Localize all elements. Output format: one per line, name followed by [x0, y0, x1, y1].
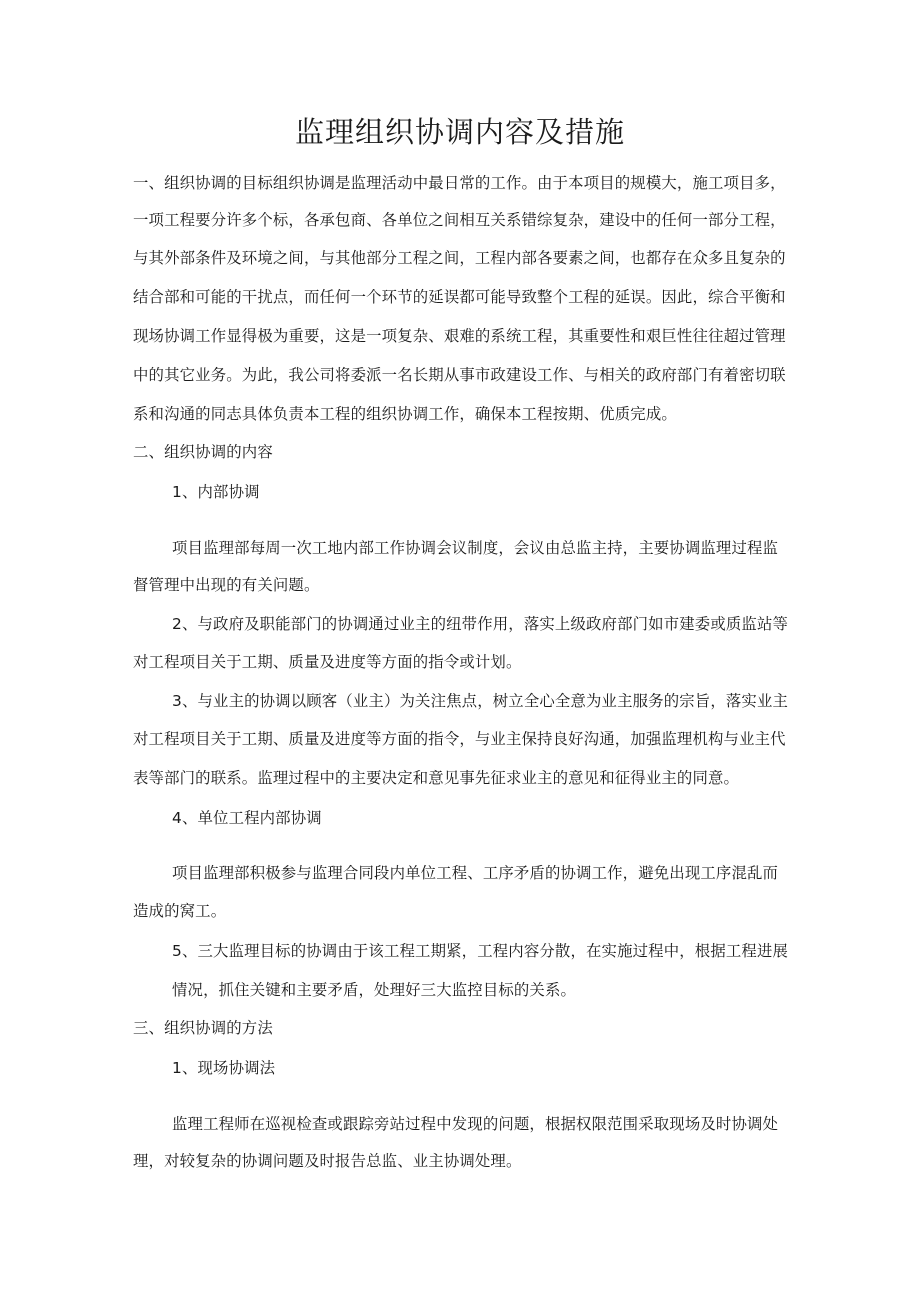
paragraph-1-line-4: 结合部和可能的干扰点，而任何一个环节的延误都可能导致整个工程的延误。因此，综合平衡和 — [133, 288, 786, 306]
section-heading-content: 二、组织协调的内容 — [133, 443, 273, 461]
paragraph-unit-line-1: 项目监理部积极参与监理合同段内单位工程、工序矛盾的协调工作，避免出现工序混乱而 — [172, 864, 779, 882]
paragraph-1-line-2: 一项工程要分许多个标，各承包商、各单位之间相互关系错综复杂，建设中的任何一部分工程， — [133, 211, 786, 229]
paragraph-internal-line-2: 督管理中出现的有关问题。 — [133, 576, 320, 594]
paragraph-internal-line-1: 项目监理部每周一次工地内部工作协调会议制度，会议由总监主持，主要协调监理过程监 — [172, 539, 779, 557]
subheading-onsite-coordination: 1、现场协调法 — [172, 1059, 276, 1077]
section-heading-methods: 三、组织协调的方法 — [133, 1019, 273, 1037]
paragraph-1-line-7: 系和沟通的同志具体负责本工程的组织协调工作，确保本工程按期、优质完成。 — [133, 405, 677, 423]
paragraph-1-line-6: 中的其它业务。为此，我公司将委派一名长期从事市政建设工作、与相关的政府部门有着密切联 — [133, 366, 786, 384]
subheading-unit-coordination: 4、单位工程内部协调 — [172, 809, 322, 827]
paragraph-owner-line-2: 对工程项目关于工期、质量及进度等方面的指令，与业主保持良好沟通，加强监理机构与业主代 — [133, 730, 786, 748]
paragraph-1-line-1: 一、组织协调的目标组织协调是监理活动中最日常的工作。由于本项目的规模大，施工项目多， — [133, 174, 786, 192]
paragraph-onsite-line-1: 监理工程师在巡视检查或跟踪旁站过程中发现的问题，根据权限范围采取现场及时协调处 — [172, 1115, 779, 1133]
paragraph-unit-line-2: 造成的窝工。 — [133, 902, 227, 920]
paragraph-1-line-5: 现场协调工作显得极为重要，这是一项复杂、艰难的系统工程，其重要性和艰巨性往往超过管理 — [133, 327, 786, 345]
paragraph-government-line-1: 2、与政府及职能部门的协调通过业主的纽带作用，落实上级政府部门如市建委或质监站等 — [172, 615, 789, 633]
subheading-internal-coordination: 1、内部协调 — [172, 483, 260, 501]
paragraph-three-targets-line-2: 情况，抓住关键和主要矛盾，处理好三大监控目标的关系。 — [172, 981, 577, 999]
document-title: 监理组织协调内容及措施 — [294, 115, 625, 149]
paragraph-1-line-3: 与其外部条件及环境之间，与其他部分工程之间，工程内部各要素之间，也都存在众多且复杂的 — [133, 249, 786, 267]
paragraph-owner-line-1: 3、与业主的协调以顾客（业主）为关注焦点，树立全心全意为业主服务的宗旨，落实业主 — [172, 692, 789, 710]
paragraph-onsite-line-2: 理，对较复杂的协调问题及时报告总监、业主协调处理。 — [133, 1152, 522, 1170]
paragraph-three-targets-line-1: 5、三大监理目标的协调由于该工程工期紧，工程内容分散，在实施过程中，根据工程进展 — [172, 942, 789, 960]
paragraph-government-line-2: 对工程项目关于工期、质量及进度等方面的指令或计划。 — [133, 653, 522, 671]
paragraph-owner-line-3: 表等部门的联系。监理过程中的主要决定和意见事先征求业主的意见和征得业主的同意。 — [133, 769, 740, 787]
